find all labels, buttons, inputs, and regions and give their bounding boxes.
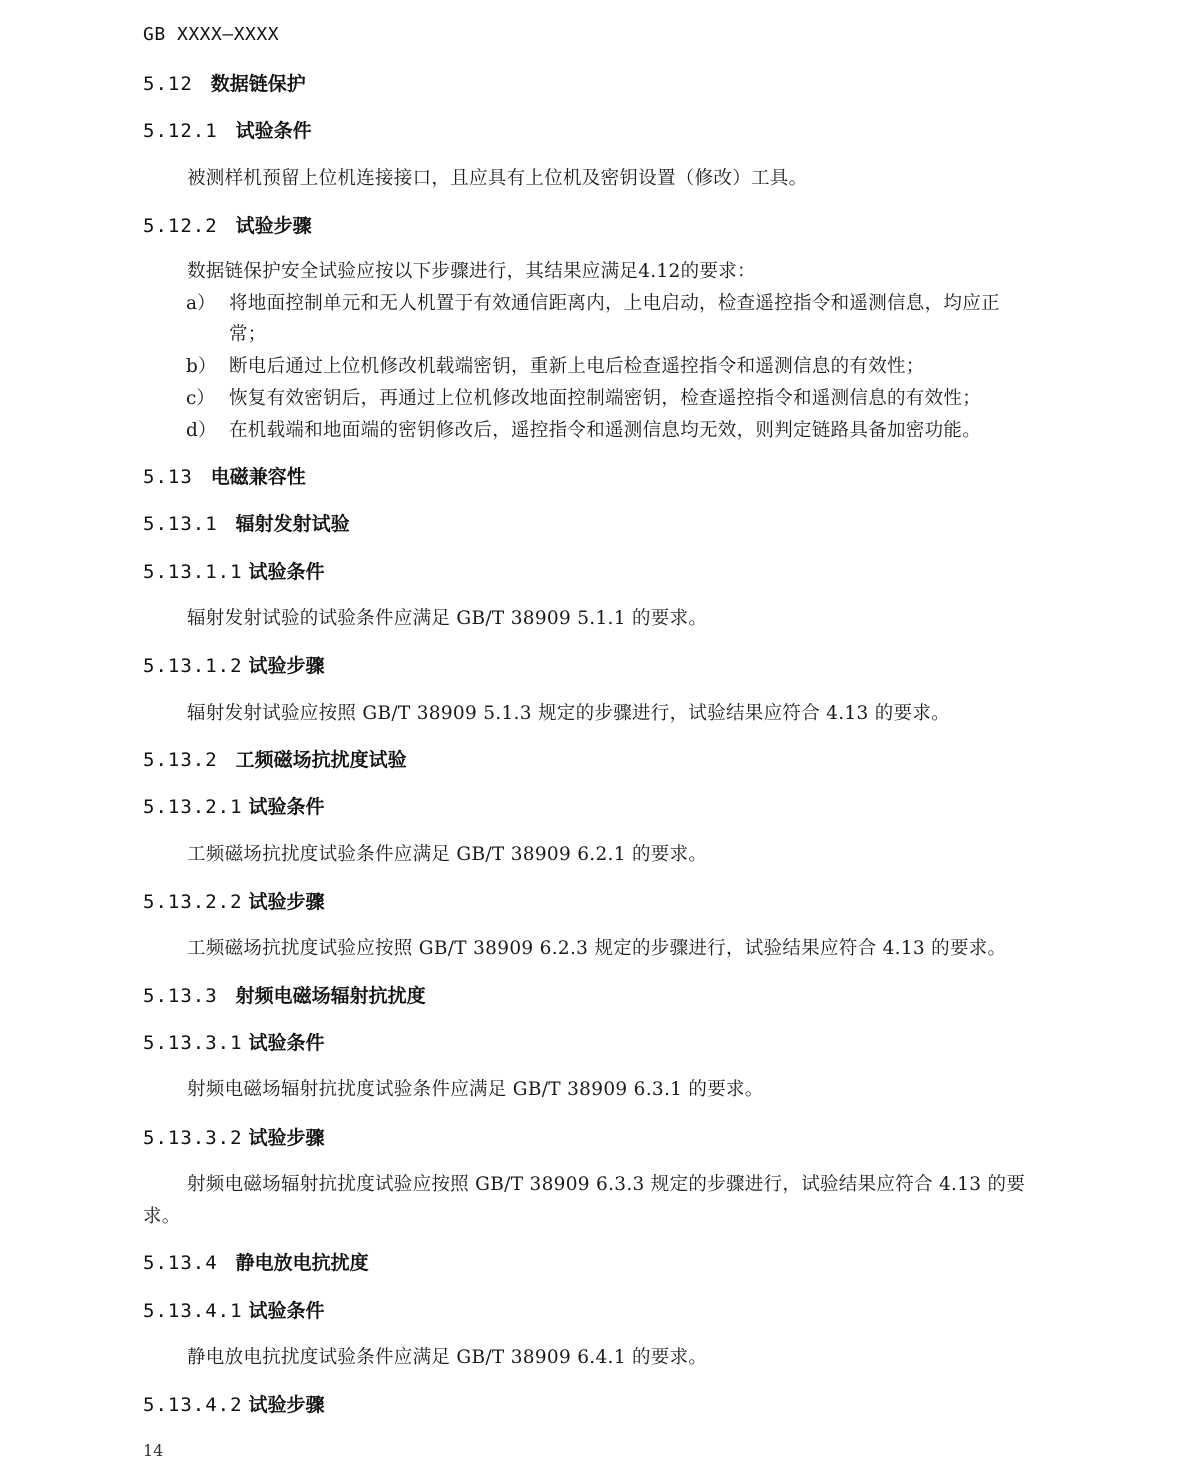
paragraph: 被测样机预留上位机连接接口，且应具有上位机及密钥设置（修改）工具。 <box>187 168 808 189</box>
paragraph: 辐射发射试验应按照 GB/T 38909 5.1.3 规定的步骤进行，试验结果应符合 4.13 的要求。 <box>187 703 950 724</box>
paragraph: 射频电磁场辐射抗扰度试验条件应满足 GB/T 38909 6.3.1 的要求。 <box>187 1079 764 1100</box>
list-text: 恢复有效密钥后，再通过上位机修改地面控制端密钥，检查遥控指令和遥测信息的有效性； <box>229 388 982 409</box>
heading-5-13-1-2 <box>143 657 325 676</box>
heading-number: 5.13.1.2 <box>143 655 243 677</box>
heading-number: 5.12 <box>143 73 193 95</box>
list-text-continuation: 常； <box>229 324 267 345</box>
heading-5-13-2-1 <box>143 798 325 817</box>
heading-number: 5.13 <box>143 466 193 488</box>
paragraph: 数据链保护安全试验应按以下步骤进行，其结果应满足4.12的要求： <box>187 261 756 282</box>
heading-title: 试验步骤 <box>248 655 325 677</box>
heading-5-13-1 <box>143 515 350 534</box>
heading-5-13-3-2 <box>143 1129 325 1148</box>
page-number: 14 <box>143 1441 164 1460</box>
heading-5-12 <box>143 75 306 94</box>
heading-5-13-1-1 <box>143 563 325 582</box>
heading-title: 试验条件 <box>235 120 312 142</box>
heading-number: 5.13.1.1 <box>143 561 243 583</box>
paragraph-continuation: 求。 <box>143 1206 181 1227</box>
heading-5-13-3-1 <box>143 1034 325 1053</box>
heading-title: 试验步骤 <box>248 1127 325 1149</box>
heading-5-13-3 <box>143 987 426 1006</box>
heading-title: 辐射发射试验 <box>235 513 350 535</box>
heading-number: 5.13.4.1 <box>143 1300 243 1322</box>
list-marker: d） <box>186 420 217 441</box>
heading-number: 5.13.2.1 <box>143 796 243 818</box>
heading-5-13-4 <box>143 1254 369 1273</box>
list-text: 断电后通过上位机修改机载端密钥，重新上电后检查遥控指令和遥测信息的有效性； <box>229 356 925 377</box>
heading-title: 试验条件 <box>248 1300 325 1322</box>
heading-number: 5.13.3.1 <box>143 1032 243 1054</box>
paragraph: 射频电磁场辐射抗扰度试验应按照 GB/T 38909 6.3.3 规定的步骤进行，试验结果应符合 4.13 的要 <box>187 1174 1026 1195</box>
heading-number: 5.13.3 <box>143 985 218 1007</box>
heading-title: 试验条件 <box>248 796 325 818</box>
paragraph: 静电放电抗扰度试验条件应满足 GB/T 38909 6.4.1 的要求。 <box>187 1347 708 1368</box>
heading-number: 5.13.4 <box>143 1252 218 1274</box>
heading-title: 电磁兼容性 <box>210 466 306 488</box>
document-header-id: GB XXXX—XXXX <box>143 24 280 45</box>
heading-number: 5.13.1 <box>143 513 218 535</box>
heading-title: 工频磁场抗扰度试验 <box>235 749 407 771</box>
heading-5-12-1 <box>143 122 312 141</box>
heading-title: 数据链保护 <box>210 73 306 95</box>
list-text: 将地面控制单元和无人机置于有效通信距离内，上电启动，检查遥控指令和遥测信息，均应正 <box>229 293 1000 314</box>
heading-number: 5.13.2 <box>143 749 218 771</box>
list-text: 在机载端和地面端的密钥修改后，遥控指令和遥测信息均无效，则判定链路具备加密功能。 <box>229 420 982 441</box>
heading-5-13-2 <box>143 751 407 770</box>
list-marker: a） <box>186 293 216 314</box>
heading-number: 5.13.4.2 <box>143 1394 243 1416</box>
heading-5-13-4-1 <box>143 1302 325 1321</box>
heading-5-13 <box>143 468 306 487</box>
paragraph: 工频磁场抗扰度试验应按照 GB/T 38909 6.2.3 规定的步骤进行，试验结果应符合 4.13 的要求。 <box>187 938 1007 959</box>
heading-5-12-2 <box>143 217 312 236</box>
list-marker: b） <box>186 356 217 377</box>
heading-title: 试验条件 <box>248 561 325 583</box>
heading-title: 静电放电抗扰度 <box>235 1252 369 1274</box>
heading-title: 试验步骤 <box>248 1394 325 1416</box>
heading-5-13-2-2 <box>143 893 325 912</box>
heading-number: 5.13.3.2 <box>143 1127 243 1149</box>
list-marker: c） <box>186 388 215 409</box>
paragraph: 工频磁场抗扰度试验条件应满足 GB/T 38909 6.2.1 的要求。 <box>187 844 708 865</box>
heading-number: 5.12.1 <box>143 120 218 142</box>
heading-title: 试验条件 <box>248 1032 325 1054</box>
heading-title: 射频电磁场辐射抗扰度 <box>235 985 426 1007</box>
heading-number: 5.12.2 <box>143 215 218 237</box>
heading-title: 试验步骤 <box>235 215 312 237</box>
heading-5-13-4-2 <box>143 1396 325 1415</box>
paragraph: 辐射发射试验的试验条件应满足 GB/T 38909 5.1.1 的要求。 <box>187 608 708 629</box>
heading-title: 试验步骤 <box>248 891 325 913</box>
heading-number: 5.13.2.2 <box>143 891 243 913</box>
